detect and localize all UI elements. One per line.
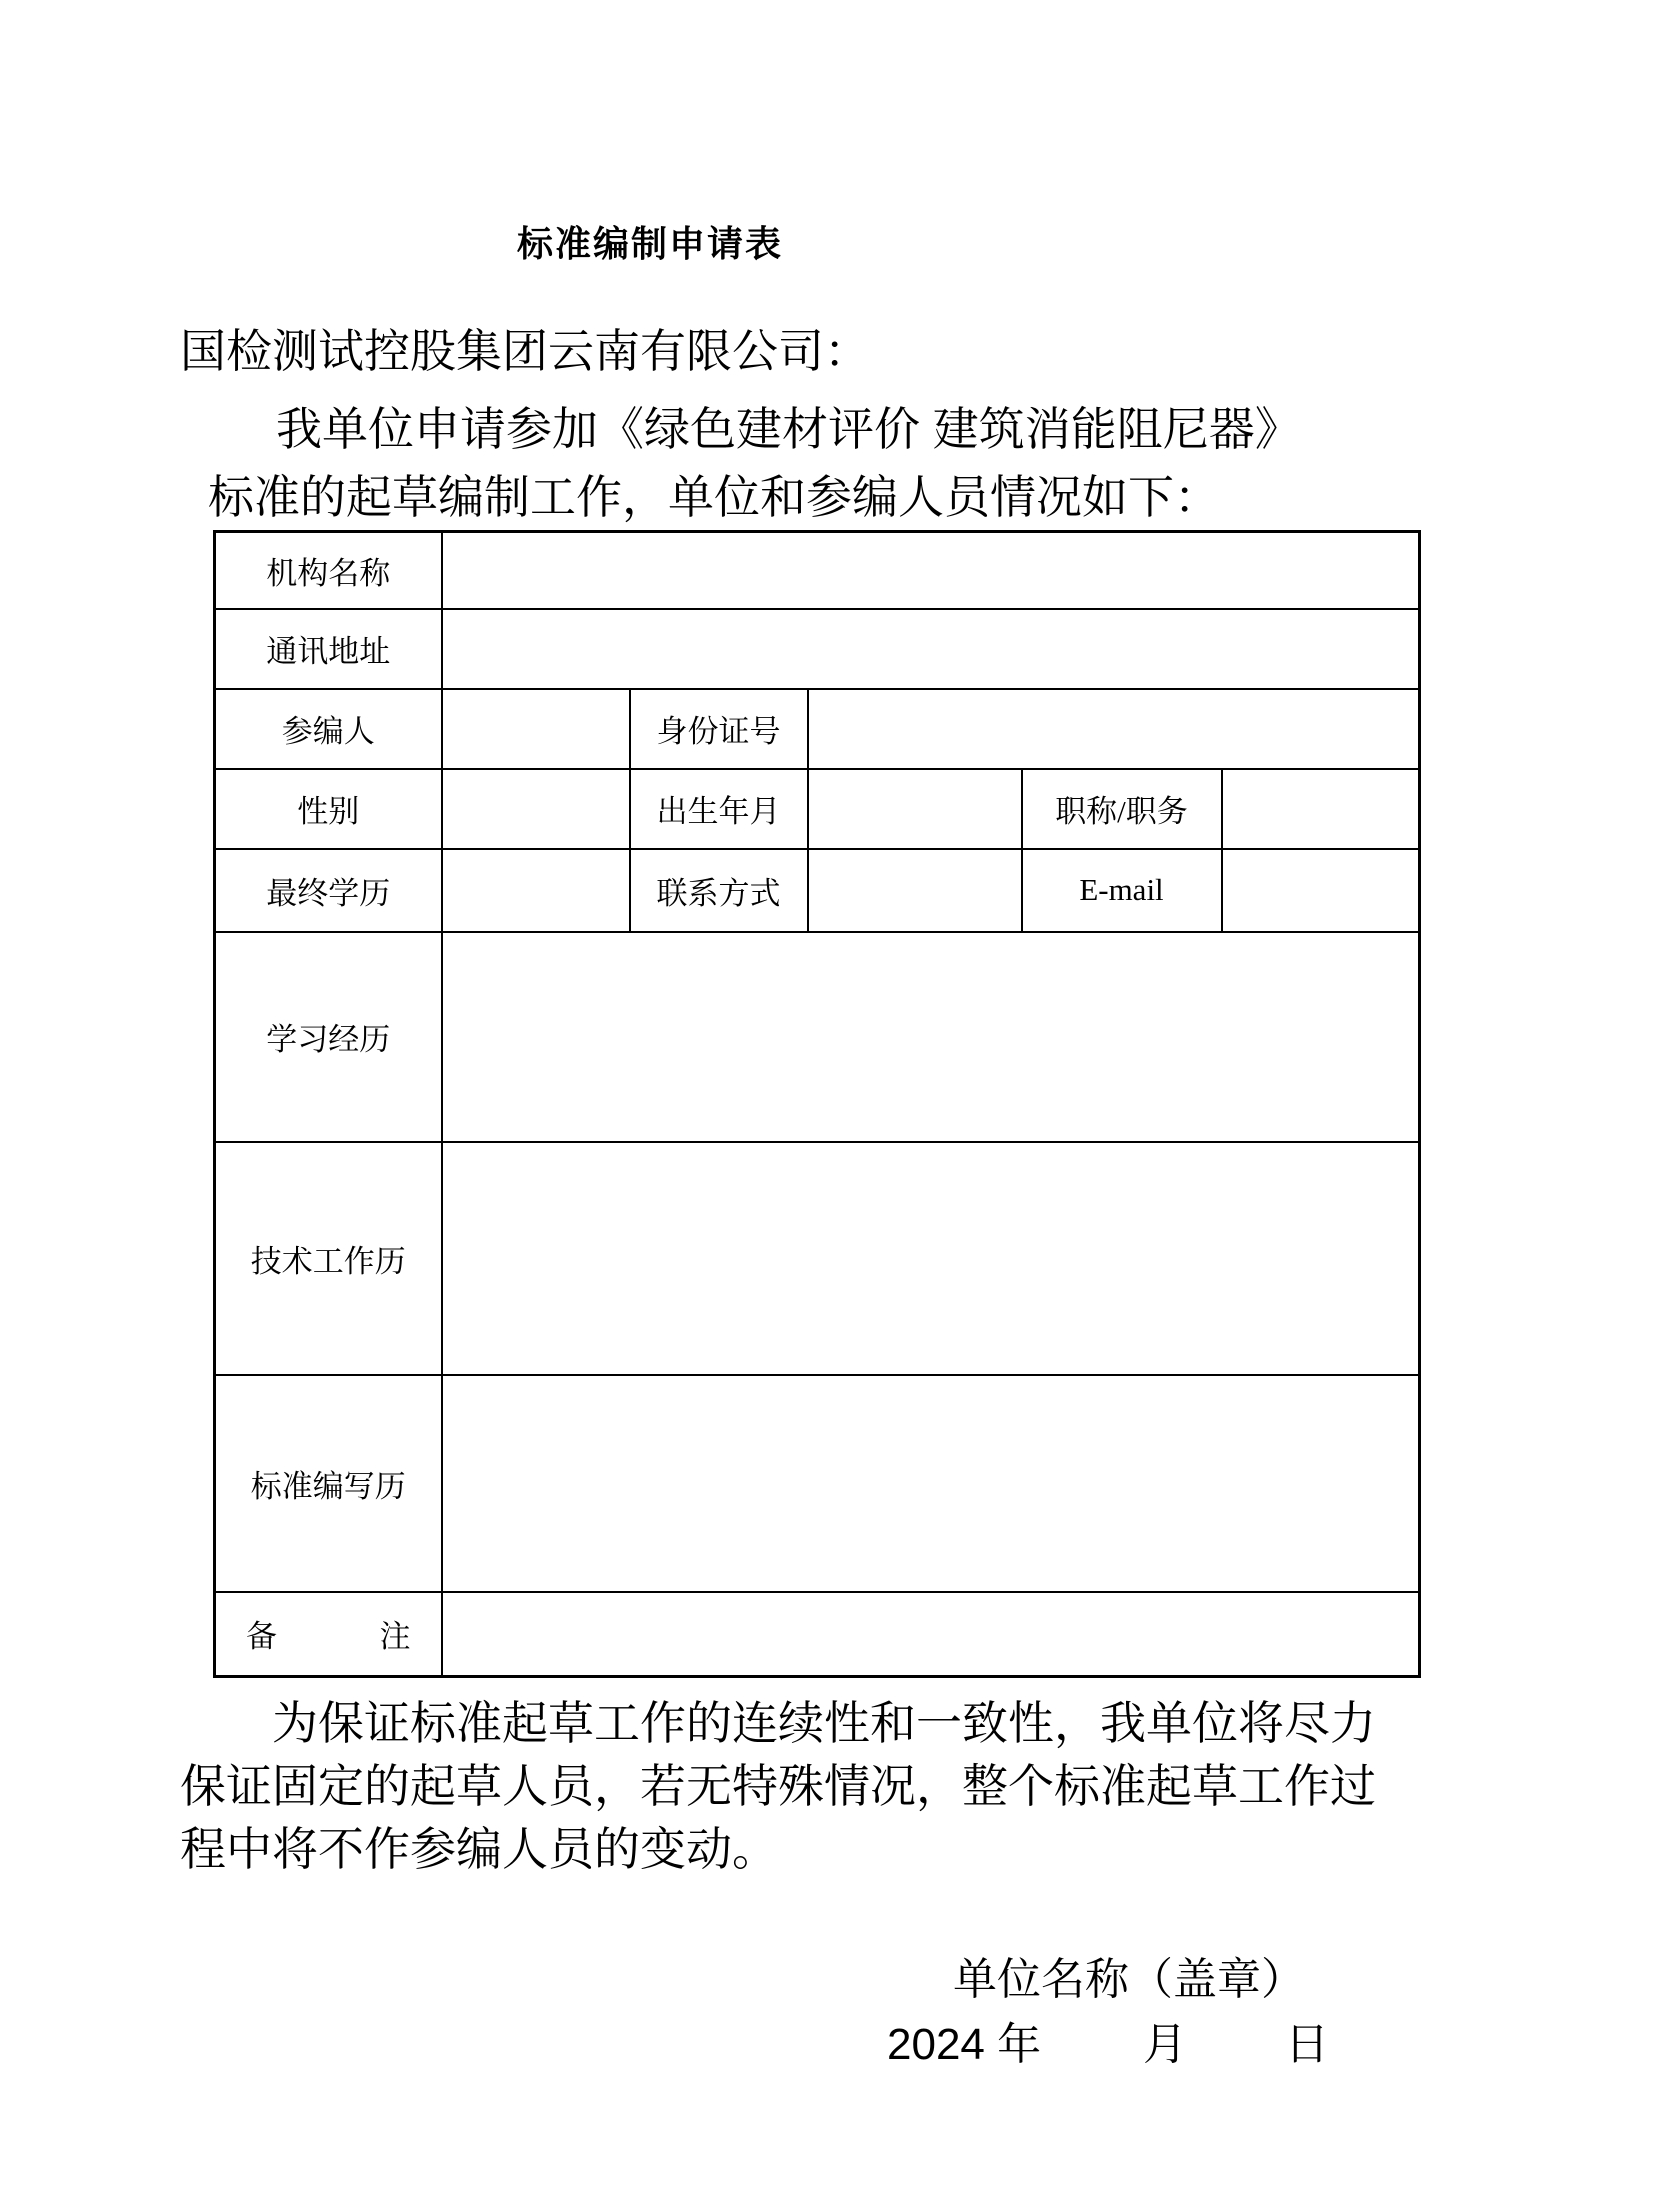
participant-value-cell[interactable]: [442, 689, 630, 769]
date-month-label: 月: [1143, 2020, 1187, 2069]
table-row-participant: [215, 689, 1420, 769]
closing-line-3: 程中将不作参编人员的变动。: [180, 1823, 778, 1875]
closing-paragraph: [180, 1692, 1420, 1881]
institution-name-value-cell[interactable]: [442, 532, 1420, 609]
birth-date-value-cell[interactable]: [808, 769, 1022, 849]
unit-seal-label: 单位名称（盖章）: [953, 1955, 1305, 2004]
job-title-label: 职称/职务: [1022, 769, 1222, 849]
mailing-address-label: 通讯地址: [215, 609, 442, 689]
institution-name-label: 机构名称: [215, 532, 442, 609]
closing-line-1: 为保证标准起草工作的连续性和一致性，我单位将尽力: [272, 1697, 1376, 1749]
final-education-label: 最终学历: [215, 849, 442, 932]
intro-line-1: 我单位申请参加《绿色建材评价 建筑消能阻尼器》: [276, 403, 1301, 455]
standard-writing-history-label: 标准编写历: [215, 1375, 442, 1592]
intro-line-2: 标准的起草编制工作，单位和参编人员情况如下：: [208, 471, 1220, 523]
study-history-label: 学习经历: [215, 932, 442, 1142]
id-number-label: 身份证号: [630, 689, 808, 769]
email-label: E-mail: [1022, 849, 1222, 932]
study-history-value-cell[interactable]: [442, 932, 1420, 1142]
contact-method-label: 联系方式: [630, 849, 808, 932]
gender-label: 性别: [215, 769, 442, 849]
document-title: 标准编制申请表: [516, 223, 783, 264]
salutation-line: 国检测试控股集团云南有限公司：: [180, 325, 870, 377]
table-row-institution: [215, 532, 1420, 609]
mailing-address-value-cell[interactable]: [442, 609, 1420, 689]
contact-method-value-cell[interactable]: [808, 849, 1022, 932]
table-row-study-history: [215, 932, 1420, 1142]
table-row-address: [215, 609, 1420, 689]
table-row-gender-birth-title: [215, 769, 1420, 849]
job-title-value-cell[interactable]: [1222, 769, 1420, 849]
remarks-label-left: 备: [246, 1619, 277, 1655]
technical-work-history-label: 技术工作历: [215, 1142, 442, 1375]
gender-value-cell[interactable]: [442, 769, 630, 849]
closing-line-2: 保证固定的起草人员，若无特殊情况，整个标准起草工作过: [180, 1760, 1376, 1812]
table-row-education-contact-email: [215, 849, 1420, 932]
standard-writing-history-value-cell[interactable]: [442, 1375, 1420, 1592]
table-row-standard-writing-history: [215, 1375, 1420, 1592]
remarks-value-cell[interactable]: [442, 1592, 1420, 1677]
birth-date-label: 出生年月: [630, 769, 808, 849]
email-value-cell[interactable]: [1222, 849, 1420, 932]
technical-work-history-value-cell[interactable]: [442, 1142, 1420, 1375]
remarks-label-right: 注: [379, 1619, 411, 1655]
date-year: 2024 年: [887, 2020, 1042, 2069]
table-row-remarks: [215, 1592, 1420, 1677]
final-education-value-cell[interactable]: [442, 849, 630, 932]
remarks-label: [215, 1592, 442, 1677]
table-row-technical-work-history: [215, 1142, 1420, 1375]
date-day-label: 日: [1285, 2020, 1329, 2069]
id-number-value-cell[interactable]: [808, 689, 1420, 769]
application-table: [213, 530, 1421, 1678]
participant-label: 参编人: [215, 689, 442, 769]
